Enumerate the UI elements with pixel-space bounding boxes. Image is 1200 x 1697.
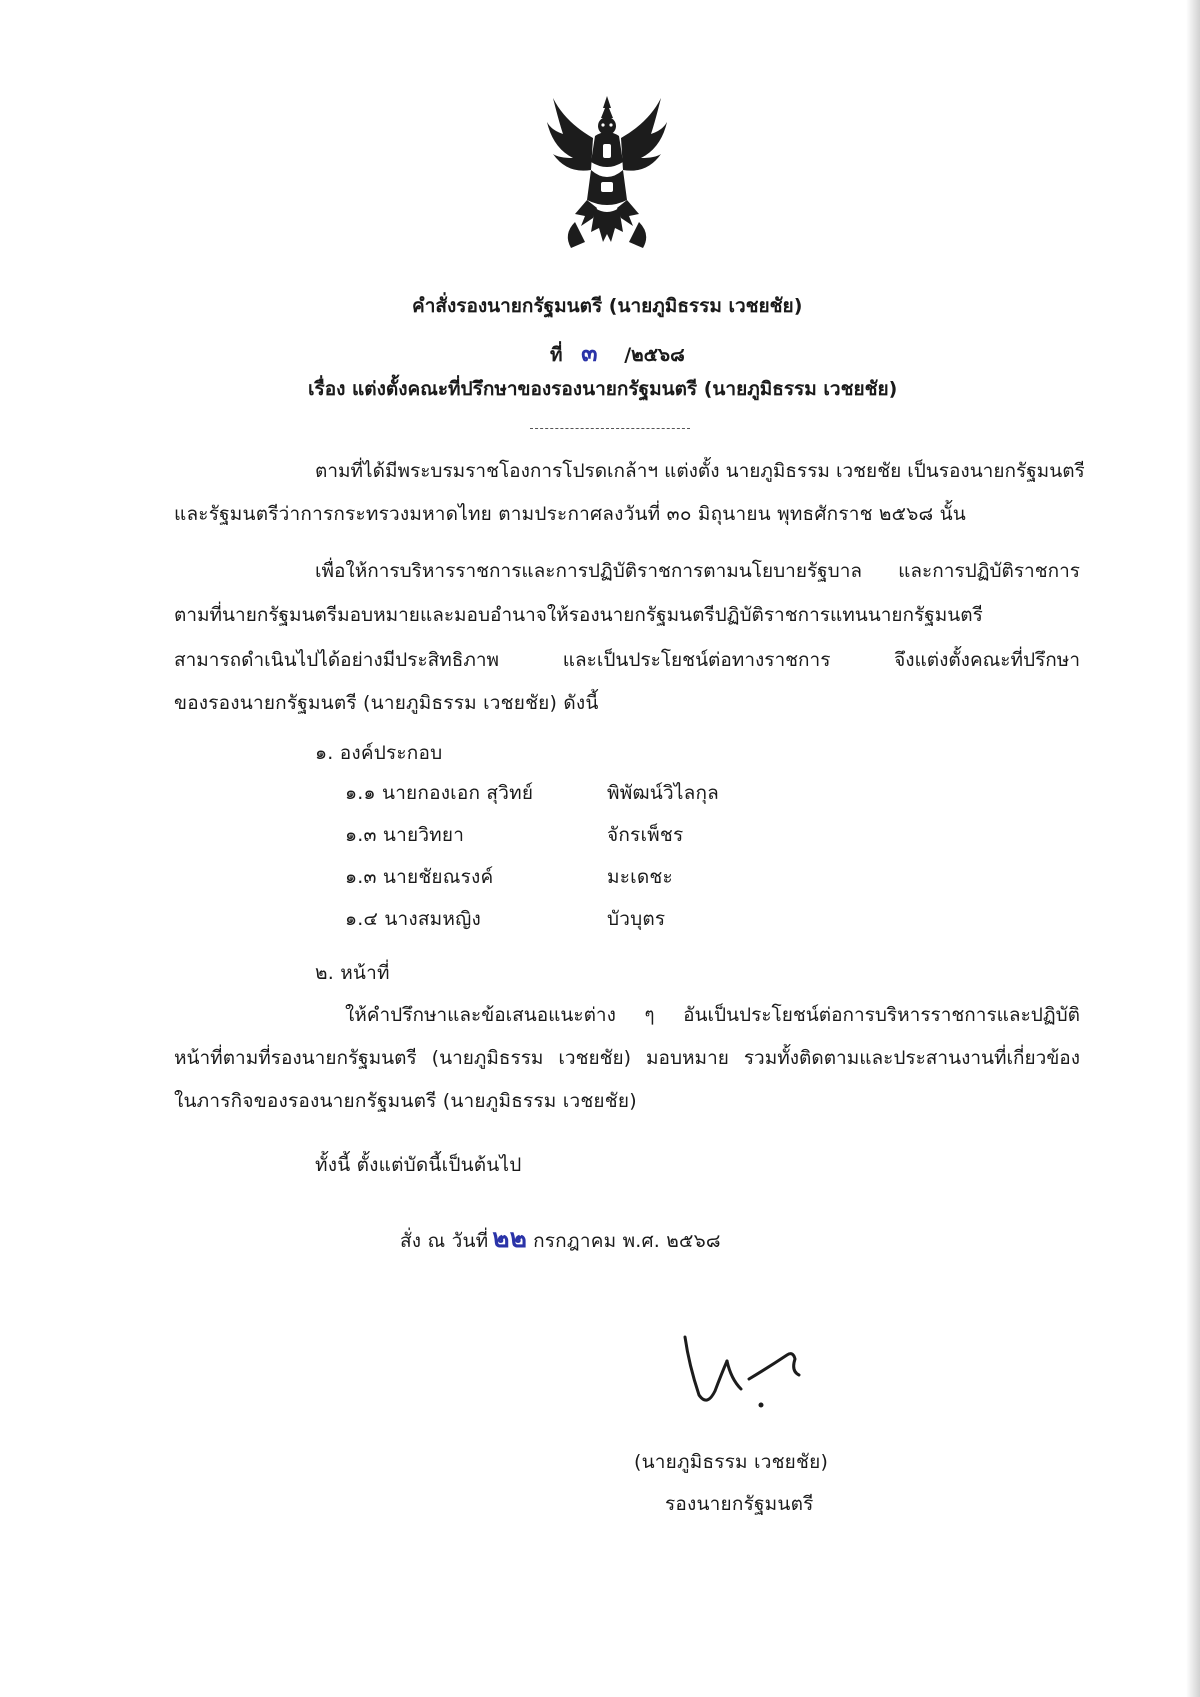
paragraph1-line2: และรัฐมนตรีว่าการกระทรวงมหาดไทย ตามประกาศลงวันที่ ๓๐ มิถุนายน พุทธศักราช ๒๕๖๘ นั้น (174, 503, 966, 525)
section2-line3: ในภารกิจของรองนายกรัฐมนตรี (นายภูมิธรรม เวชยชัย) (174, 1090, 637, 1112)
signature (665, 1325, 845, 1435)
member-name: ๑.๓ นายวิทยา (345, 824, 465, 846)
section2-heading: ๒. หน้าที่ (315, 962, 390, 984)
signer-name: (นายภูมิธรรม เวชยชัย) (634, 1451, 829, 1473)
section1-heading: ๑. องค์ประกอบ (315, 742, 443, 764)
order-subject: เรื่อง แต่งตั้งคณะที่ปรึกษาของรองนายกรัฐมนตรี (นายภูมิธรรม เวชยชัย) (308, 378, 898, 400)
member-surname: มะเดชะ (607, 866, 673, 888)
paragraph1-line1: ตามที่ได้มีพระบรมราชโองการโปรดเกล้าฯ แต่งตั้ง นายภูมิธรรม เวชยชัย เป็นรองนายกรัฐมนตรี (315, 460, 1085, 482)
order-number (550, 333, 685, 372)
paragraph2-line4: ของรองนายกรัฐมนตรี (นายภูมิธรรม เวชยชัย) ดังนี้ (174, 692, 599, 714)
order-date-prefix: สั่ง ณ วันที่ (400, 1230, 489, 1252)
member-name: ๑.๔ นางสมหญิง (345, 908, 481, 930)
signer-position: รองนายกรัฐมนตรี (665, 1493, 814, 1515)
order-date-day-handwritten: ๒๒ (492, 1224, 528, 1254)
paragraph2-line2: ตามที่นายกรัฐมนตรีมอบหมายและมอบอำนาจให้รองนายกรัฐมนตรีปฏิบัติราชการแทนนายกรัฐมนตรี (174, 604, 983, 626)
effective-statement: ทั้งนี้ ตั้งแต่บัดนี้เป็นต้นไป (315, 1154, 522, 1176)
order-number-handwritten: ๓ (581, 338, 598, 367)
order-number-suffix: /๒๕๖๘ (624, 344, 685, 366)
order-title: คำสั่งรองนายกรัฐมนตรี (นายภูมิธรรม เวชยชัย) (412, 295, 803, 317)
garuda-emblem-icon (545, 92, 669, 252)
member-surname: จักรเพ็ชร (607, 824, 684, 846)
order-date (400, 1218, 721, 1259)
order-number-prefix: ที่ (550, 344, 563, 366)
header-divider (530, 428, 690, 429)
member-name: ๑.๑ นายกองเอก สุวิทย์ (345, 782, 534, 804)
section2-line1: ให้คำปรึกษาและข้อเสนอแนะต่าง ๆ อันเป็นประโยชน์ต่อการบริหารราชการและปฏิบัติ (345, 1004, 1080, 1026)
section2-line2: หน้าที่ตามที่รองนายกรัฐมนตรี (นายภูมิธรรม เวชยชัย) มอบหมาย รวมทั้งติดตามและประสานงานที่เกี่ยวข้อง (174, 1047, 1080, 1069)
paragraph2-line1: เพื่อให้การบริหารราชการและการปฏิบัติราชการตามนโยบายรัฐบาล และการปฏิบัติราชการ (315, 560, 1080, 582)
page-edge-shadow (1186, 0, 1200, 1697)
order-date-suffix: กรกฎาคม พ.ศ. ๒๕๖๘ (533, 1230, 721, 1252)
paragraph2-line3: สามารถดำเนินไปได้อย่างมีประสิทธิภาพ และเป็นประโยชน์ต่อทางราชการ จึงแต่งตั้งคณะที่ปรึกษา (174, 649, 1080, 671)
member-name: ๑.๓ นายชัยณรงค์ (345, 866, 494, 888)
member-surname: บัวบุตร (607, 908, 666, 930)
member-surname: พิพัฒน์วิไลกุล (607, 782, 720, 804)
